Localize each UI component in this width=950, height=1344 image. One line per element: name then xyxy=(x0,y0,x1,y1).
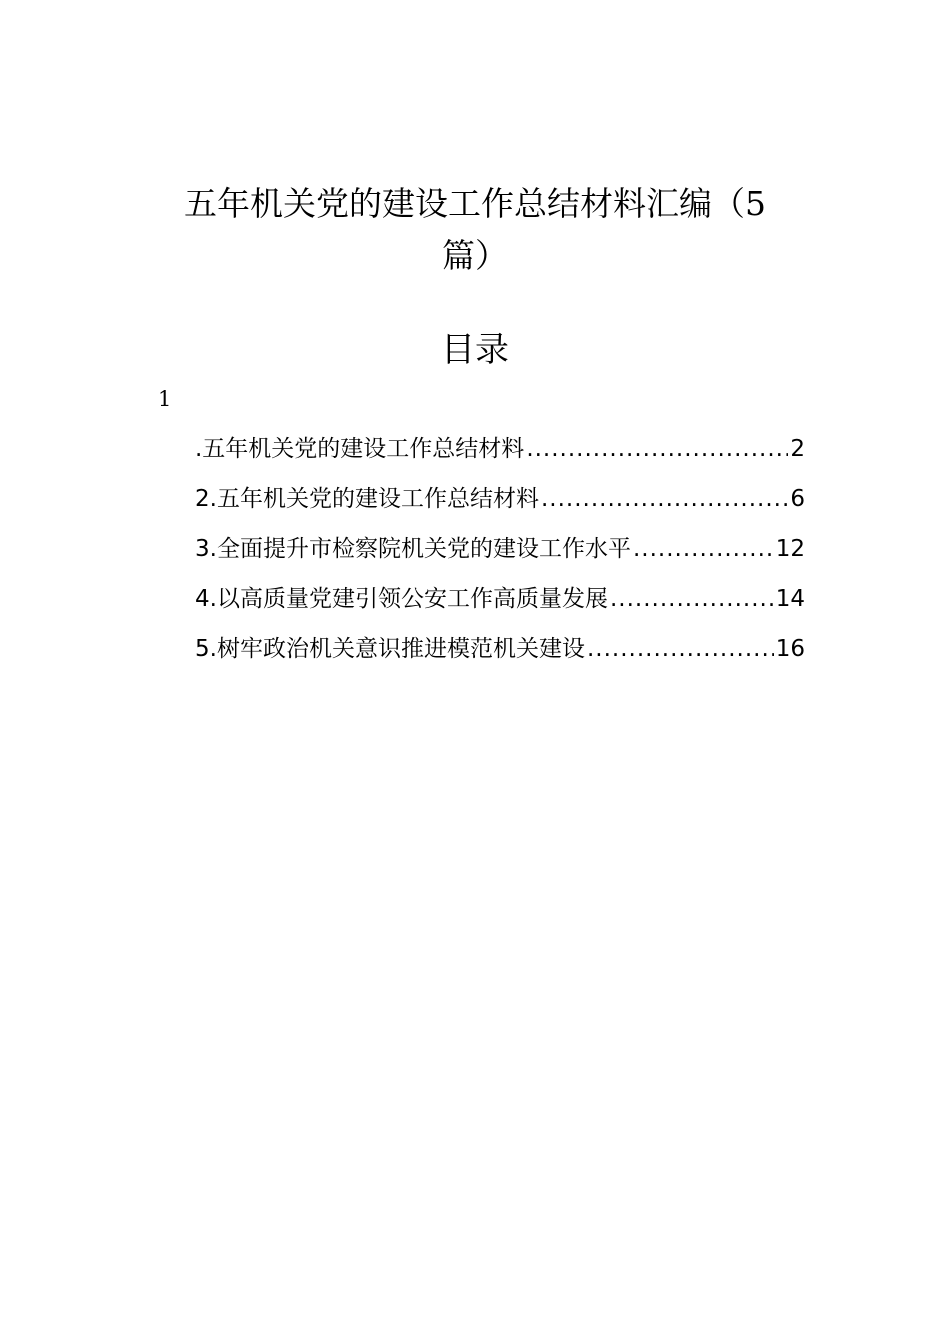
document-title-text-2: 篇） xyxy=(442,236,508,275)
toc-entry[interactable] xyxy=(195,576,805,626)
toc-entry-page: 16 xyxy=(775,636,805,662)
toc-dot-leader xyxy=(587,626,774,672)
toc-entry[interactable] xyxy=(195,426,805,476)
toc-entry[interactable] xyxy=(195,626,805,676)
toc-entry-label: 3.全面提升市检察院机关党的建设工作水平 xyxy=(195,536,631,562)
toc-entry-page: 12 xyxy=(775,536,805,562)
toc-dot-leader xyxy=(526,426,788,472)
document-title xyxy=(150,178,800,282)
toc-entry-label: .五年机关党的建设工作总结材料 xyxy=(195,436,525,462)
toc-dot-leader xyxy=(610,576,774,622)
toc-entry-page: 14 xyxy=(775,586,805,612)
toc-entry-page: 6 xyxy=(790,486,805,512)
toc-entry-label: 5.树牢政治机关意识推进模范机关建设 xyxy=(195,636,585,662)
toc-dot-leader xyxy=(541,476,788,522)
table-of-contents xyxy=(195,426,805,676)
toc-entry-label: 2.五年机关党的建设工作总结材料 xyxy=(195,486,539,512)
toc-dot-leader xyxy=(633,526,774,572)
stray-number: 1 xyxy=(158,387,172,411)
toc-entry-label: 4.以高质量党建引领公安工作高质量发展 xyxy=(195,586,608,612)
toc-entry[interactable] xyxy=(195,476,805,526)
toc-entry-page: 2 xyxy=(790,436,805,462)
toc-entry[interactable] xyxy=(195,526,805,576)
toc-heading: 目录 xyxy=(441,330,509,370)
document-title-number: 5 xyxy=(745,184,766,223)
document-title-text: 五年机关党的建设工作总结材料汇编（ xyxy=(184,184,745,223)
